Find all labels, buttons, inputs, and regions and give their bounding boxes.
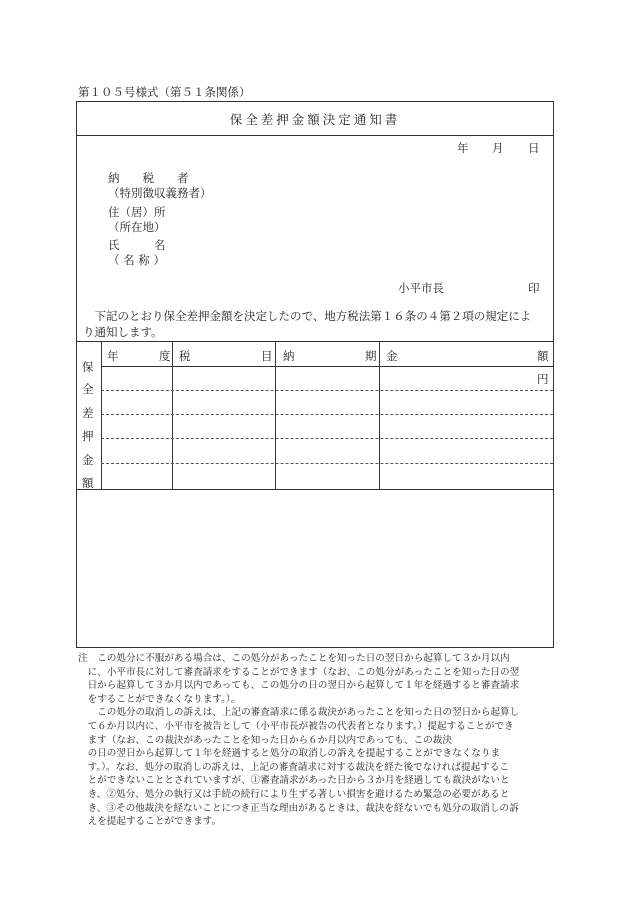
column-divider: [172, 342, 173, 489]
row-label-hozen-sashiosae-kingaku: [77, 342, 101, 489]
note-line: に、小平市長に対して審査請求をすることができます（なお、この処分があったことを知った日の翌: [78, 666, 520, 678]
header-amount-1: 金: [386, 349, 398, 363]
column-divider: [275, 342, 276, 489]
header-due-date-2: 期: [365, 349, 377, 363]
row-label-char: 差: [82, 406, 94, 420]
note-line: 注 この処分に不服がある場合は、この処分があったことを知った日の翌日から起算して３か月以内: [78, 653, 510, 664]
header-amount-2: 額: [537, 349, 549, 363]
name-sub-label: （ 名 称 ）: [108, 253, 165, 267]
note-line: をすることができなくなります。）。: [78, 693, 241, 705]
note-line: えを提起することができます。: [78, 816, 222, 828]
note-line: ます（なお、この裁決があったことを知った日から６か月以内であっても、この裁決: [78, 734, 452, 746]
column-divider: [101, 342, 102, 489]
date-month: 月: [492, 141, 504, 155]
row-label-char: 額: [82, 476, 94, 490]
header-due-date-1: 納: [283, 349, 295, 363]
note-line: て６か月以内に、小平市を被告として（小平市長が被告の代表者となります。）提起することができ: [78, 720, 514, 732]
body-line-1: 下記のとおり保全差押金額を決定したので、地方税法第１６条の４第２項の規定によ: [83, 309, 532, 323]
row-divider: [101, 438, 553, 439]
issuer-name: 小平市長: [398, 281, 444, 295]
header-year-2: 度: [159, 349, 171, 363]
title-row: [77, 102, 553, 136]
row-divider: [101, 390, 553, 391]
seal-mark: 印: [528, 281, 540, 295]
row-label-char: 全: [82, 382, 94, 396]
document-title: 保全差押金額決定通知書: [229, 112, 401, 127]
row-divider: [101, 414, 553, 415]
column-divider: [379, 342, 380, 489]
note-line: き、②処分、処分の執行又は手続の続行により生ずる著しい損害を避けるため緊急の必要があると: [78, 788, 510, 800]
note-line: の日の翌日から起算して１年を経過すると処分の取消しの訴えを提起することができなくなりま: [78, 748, 501, 760]
header-year-1: 年: [107, 349, 119, 363]
row-divider: [101, 463, 553, 464]
row-label-char: 押: [82, 429, 94, 443]
row-label-char: 金: [82, 453, 94, 467]
date-day: 日: [528, 141, 540, 155]
amount-table: [77, 341, 553, 490]
note-line: 日から起算して３か月以内であっても、この処分の日の翌日から起算して１年を経過すると審査請求: [78, 680, 520, 692]
currency-unit: 円: [537, 372, 549, 386]
taxpayer-label: 納 税 者: [108, 171, 189, 185]
taxpayer-sub-label: （特別徴収義務者）: [108, 186, 212, 200]
form-number: 第１０５号様式（第５１条関係）: [78, 85, 251, 99]
note-line: この処分の取消しの訴えは、上記の審査請求に係る裁決があったことを知った日の翌日から起算し: [78, 707, 520, 719]
note-line: とができないこととされていますが、①審査請求があった日から３か月を経過しても裁決がないと: [78, 775, 510, 787]
header-tax-item-1: 税: [179, 349, 191, 363]
legal-notice: [78, 652, 554, 829]
row-label-char: 保: [82, 360, 94, 374]
note-line: す。）。なお、処分の取消しの訴えは、上記の審査請求に対する裁決を経た後でなければ提起するこ: [78, 761, 509, 773]
name-label: 氏 名: [108, 238, 166, 252]
address-label: 住（居）所: [108, 205, 166, 219]
header-divider: [101, 366, 553, 367]
address-sub-label: （所在地）: [108, 220, 166, 234]
body-line-2: り通知します。: [83, 325, 163, 339]
header-tax-item-2: 目: [261, 349, 273, 363]
date-year: 年: [457, 141, 469, 155]
note-line: き、③その他裁決を経ないことにつき正当な理由があるときは、裁決を経ないでも処分の取消しの訴: [78, 802, 519, 814]
notice-frame: [76, 101, 554, 648]
